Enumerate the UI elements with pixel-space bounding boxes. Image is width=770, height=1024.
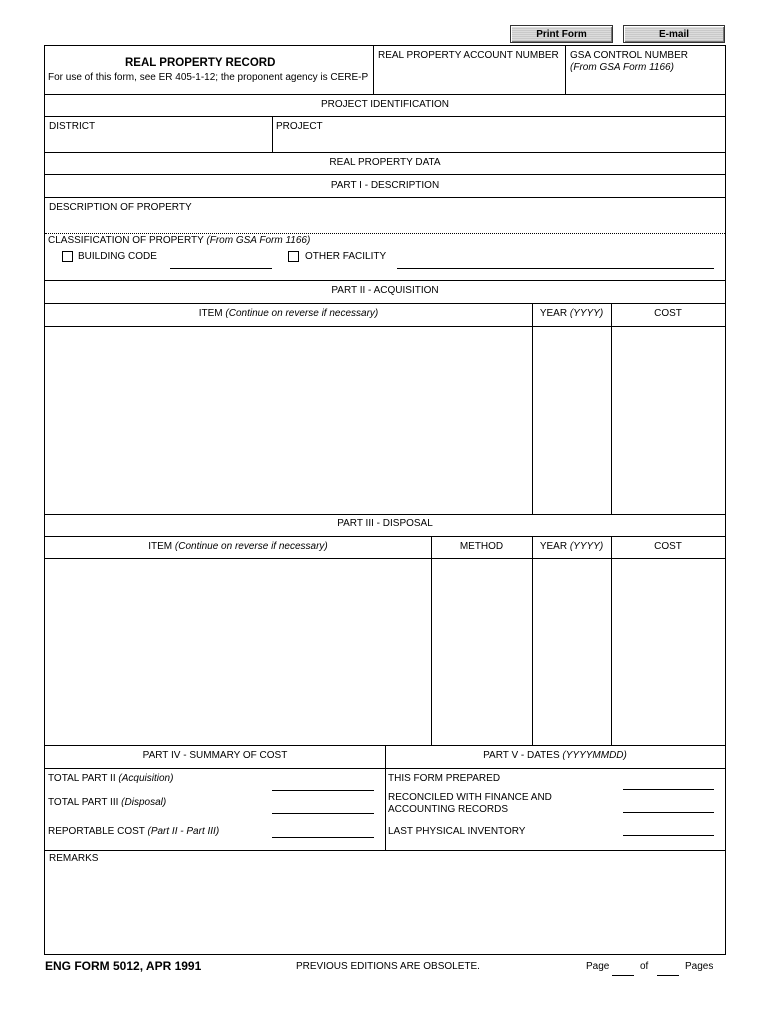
total-part2-label: TOTAL PART II (Acquisition)	[48, 773, 174, 784]
part3-year-header: YEAR (YYYY)	[539, 541, 604, 552]
real-property-record-form	[44, 45, 726, 955]
total-part2-field[interactable]	[272, 790, 374, 791]
classification-label: CLASSIFICATION OF PROPERTY (From GSA Form 1166)	[48, 235, 311, 246]
description-label: DESCRIPTION OF PROPERTY	[49, 202, 192, 213]
page-label: Page	[586, 961, 610, 972]
part2-heading: PART II - ACQUISITION	[331, 285, 439, 296]
total-part3-label: TOTAL PART III (Disposal)	[48, 797, 167, 808]
building-code-label: BUILDING CODE	[78, 251, 157, 262]
part3-item-header: ITEM (Continue on reverse if necessary)	[148, 541, 328, 552]
part3-year-field[interactable]	[534, 560, 609, 743]
remarks-label: REMARKS	[49, 853, 99, 864]
remarks-field[interactable]	[47, 866, 723, 954]
total-pages-field[interactable]	[657, 975, 679, 976]
last-inventory-date-field[interactable]	[623, 835, 714, 836]
last-inventory-label: LAST PHYSICAL INVENTORY	[388, 826, 526, 837]
project-label: PROJECT	[276, 121, 323, 132]
part3-cost-header: COST	[654, 541, 682, 552]
account-number-field[interactable]	[375, 62, 563, 92]
email-button[interactable]: E-mail	[623, 25, 725, 43]
print-form-button[interactable]: Print Form	[510, 25, 613, 43]
total-part3-field[interactable]	[272, 813, 374, 814]
other-facility-field[interactable]	[397, 268, 714, 269]
part5-heading: PART V - DATES (YYYYMMDD)	[483, 750, 627, 761]
part2-item-field[interactable]	[47, 328, 530, 512]
project-field[interactable]	[275, 133, 723, 151]
part3-cost-field[interactable]	[613, 560, 723, 743]
real-property-data-heading: REAL PROPERTY DATA	[329, 157, 441, 168]
reportable-cost-label: REPORTABLE COST (Part II - Part III)	[48, 826, 220, 837]
project-identification-heading: PROJECT IDENTIFICATION	[321, 99, 449, 110]
part3-method-header: METHOD	[459, 541, 504, 552]
other-facility-checkbox[interactable]	[288, 251, 299, 262]
building-code-field[interactable]	[170, 268, 272, 269]
part2-cost-header: COST	[654, 308, 682, 319]
part1-heading: PART I - DESCRIPTION	[330, 180, 440, 191]
reconciled-label-line2: ACCOUNTING RECORDS	[388, 804, 509, 815]
gsa-control-note: (From GSA Form 1166)	[570, 62, 674, 73]
other-facility-label: OTHER FACILITY	[305, 251, 387, 262]
building-code-checkbox[interactable]	[62, 251, 73, 262]
part2-year-header: YEAR (YYYY)	[539, 308, 604, 319]
form-subtitle: For use of this form, see ER 405-1-12; the proponent agency is CERE-P	[48, 72, 369, 83]
part2-year-field[interactable]	[534, 328, 609, 512]
obsolete-note: PREVIOUS EDITIONS ARE OBSOLETE.	[296, 961, 480, 972]
part2-cost-field[interactable]	[613, 328, 723, 512]
district-label: DISTRICT	[49, 121, 96, 132]
district-field[interactable]	[47, 133, 269, 151]
part2-item-header: ITEM (Continue on reverse if necessary)	[198, 308, 379, 319]
pages-label: Pages	[685, 961, 714, 972]
page-number-field[interactable]	[612, 975, 634, 976]
part4-heading: PART IV - SUMMARY OF COST	[142, 750, 288, 761]
reportable-cost-field[interactable]	[272, 837, 374, 838]
reconciled-label-line1: RECONCILED WITH FINANCE AND	[388, 792, 552, 803]
description-field[interactable]	[47, 214, 723, 231]
form-prepared-label: THIS FORM PREPARED	[388, 773, 501, 784]
form-prepared-date-field[interactable]	[623, 789, 714, 790]
gsa-control-label: GSA CONTROL NUMBER	[570, 50, 688, 61]
form-title: REAL PROPERTY RECORD	[125, 57, 276, 69]
part3-heading: PART III - DISPOSAL	[337, 518, 433, 529]
part3-item-field[interactable]	[47, 560, 429, 743]
gsa-control-field[interactable]	[567, 74, 725, 92]
account-number-label: REAL PROPERTY ACCOUNT NUMBER	[378, 50, 559, 61]
reconciled-date-field[interactable]	[623, 812, 714, 813]
part3-method-field[interactable]	[433, 560, 530, 743]
of-label: of	[640, 961, 649, 972]
form-id: ENG FORM 5012, APR 1991	[45, 959, 202, 973]
